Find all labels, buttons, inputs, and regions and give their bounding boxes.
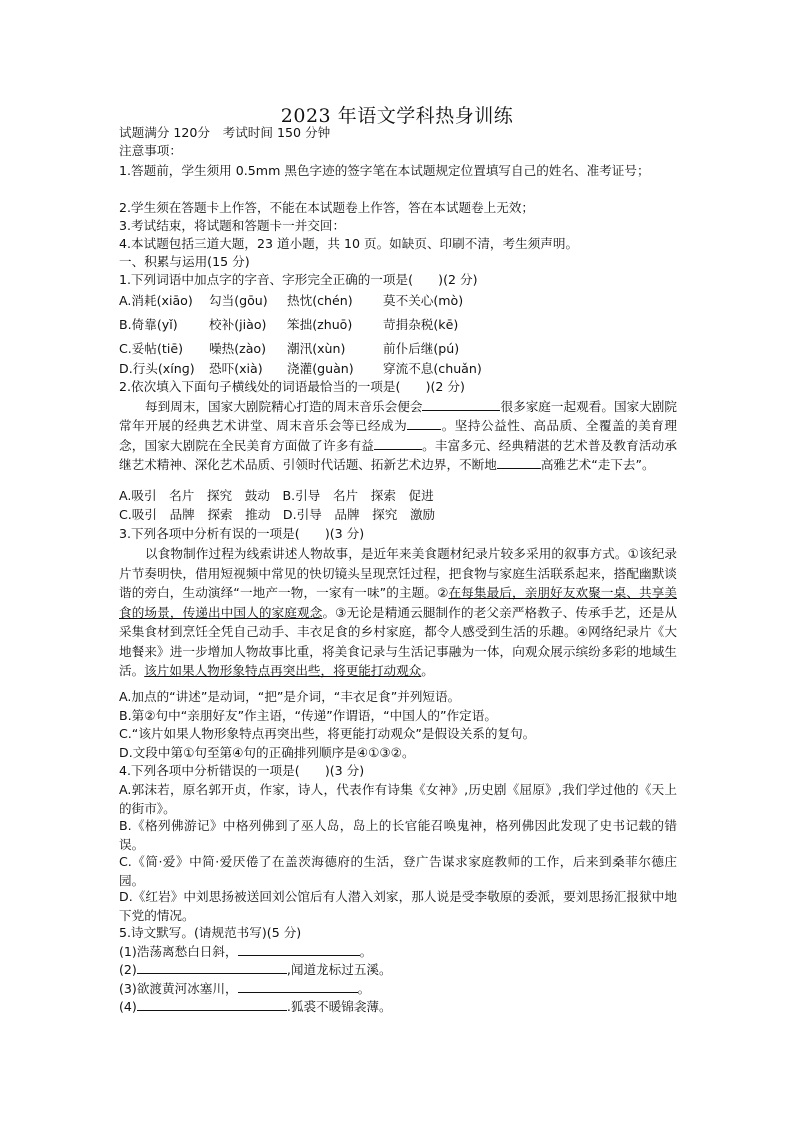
- q3-p-end: 。: [421, 663, 434, 678]
- exam-meta: 试题满分 120分 考试时间 150 分钟: [119, 125, 331, 140]
- q5-l1-end: 。: [359, 944, 373, 959]
- q1-a-3: 热忱(chén): [287, 293, 353, 308]
- q3-option-c: C.“该片如果人物形象特点再突出些，将更能打动观众”是假设关系的复句。: [119, 726, 536, 741]
- q1-b-3: 笨拙(zhuō): [287, 317, 353, 332]
- q3-option-d: D.文段中第①句至第④句的正确排列顺序是④①③②。: [119, 745, 415, 760]
- q3-option-b: B.第②句中“亲朋好友”作主语，“传递”作谓语，“中国人的”作定语。: [119, 708, 497, 723]
- q4-stem: 4.下列各项中分析错误的一项是( )(3 分): [119, 763, 365, 778]
- q5-blank-4: [137, 998, 287, 1011]
- note-3: 3.考试结束，将试题和答题卡一并交回：: [119, 218, 346, 233]
- q1-option-a: [119, 292, 679, 310]
- q5-stem: 5.诗文默写。(请规范书写)(5 分): [119, 925, 302, 940]
- q1-option-b: [119, 316, 679, 334]
- q1-a-4: 莫不关心(mò): [383, 293, 464, 308]
- q5-l3-text: (3)欲渡黄河冰塞川，: [119, 981, 238, 996]
- q5-line-2: [119, 961, 679, 979]
- q5-l2-text: (2): [119, 962, 137, 977]
- q5-line-3: [119, 980, 679, 998]
- q2-p1: 每到周末，国家大剧院精心打造的周末音乐会便会: [145, 399, 423, 414]
- page-title: 2023 年语文学科热身训练: [280, 105, 514, 127]
- q1-a-2: 勾当(gōu): [209, 293, 268, 308]
- q2-options-ab: A.吸引 名片 探究 鼓动 B.引导 名片 探索 促进: [119, 488, 434, 503]
- q3-passage: [119, 544, 677, 681]
- q5-blank-1: [238, 943, 360, 956]
- q1-d-4: 穿流不息(chuǎn): [383, 361, 482, 376]
- q4-option-b: B.《格列佛游记》中格列佛到了巫人岛，岛上的长官能召唤鬼神，格列佛因此发现了史书记载的错误。: [119, 818, 677, 852]
- q4-option-d: D.《红岩》中刘思扬被送回刘公馆后有人潜入刘家，那人说是受李敬原的委派，要刘思扬汇报狱中地下党的情况。: [119, 889, 677, 923]
- q1-d-1: D.行头(xínɡ): [119, 361, 195, 376]
- note-1: 1.答题前，学生须用 0.5mm 黑色字迹的签字笔在本试题规定位置填写自己的姓名、准考证号；: [119, 163, 650, 178]
- q5-blank-2: [137, 961, 287, 974]
- q4-option-c: C.《简·爱》中简·爱厌倦了在盖茨海德府的生活，登广告谋求家庭教师的工作，后来到桑菲尔德庄园。: [119, 854, 677, 888]
- q1-c-1: C.妥帖(tiē): [119, 341, 183, 356]
- q1-stem: 1.下列词语中加点字的字音、字形完全正确的一项是( )(2 分): [119, 272, 478, 287]
- q1-c-4: 前仆后继(pú): [383, 341, 460, 356]
- q1-d-3: 浇灌(guàn): [287, 361, 354, 376]
- q2-p4: 。丰富多元、经典精湛的艺术普及教育活动承继艺术精神、深化艺术品质、引领时代话题、拓新艺术边界，不断地: [119, 437, 677, 473]
- q2-stem: 2.依次填入下面句子横线处的词语最恰当的一项是( )(2 分): [119, 379, 465, 394]
- q2-options-cd: C.吸引 品牌 探索 推动 D.引导 品牌 探究 激励: [119, 507, 436, 522]
- q4-option-a: A.郭沫若，原名郭开贞，作家，诗人，代表作有诗集《女神》,历史剧《屈原》,我们学过他的《天上的街市》。: [119, 782, 677, 816]
- q3-underline-1: 在每集最后，亲朋好友欢聚一桌、共享美食的场景，传递出中国人的家庭观念: [119, 585, 677, 620]
- q1-b-4: 苛捐杂税(kē): [383, 317, 459, 332]
- q3-p-c: 。③无论是精通云腿制作的老父亲严格教子、传承手艺，还是从采集食材到烹饪全凭自己动手、丰衣足食的乡村家庭，都令人感受到生活的乐趣。④网络纪录片《大地餐来》进一步增加人物故事比重，将美食记录与生活记事融为一体，向观众展示缤纷多彩的地域生活。: [119, 604, 678, 678]
- q1-option-c: [119, 340, 679, 358]
- q3-underline-2: 该片如果人物形象特点再突出些，将更能打动观众: [144, 663, 422, 678]
- q1-option-d: [119, 360, 679, 378]
- q5-l1-text: (1)浩荡离愁白日斜，: [119, 944, 238, 959]
- q2-passage: [119, 397, 677, 475]
- q5-line-1: [119, 943, 679, 961]
- q5-blank-3: [238, 980, 358, 993]
- notes-heading: 注意事项：: [119, 143, 182, 158]
- note-4: 4.本试题包括三道大题，23 道小题，共 10 页。如缺页、印刷不清，考生须声明。: [119, 236, 579, 251]
- q5-l4-end: .狐裘不暖锦衾薄。: [286, 999, 392, 1014]
- q1-b-1: B.倚靠(yǐ): [119, 317, 178, 332]
- q2-blank-4: [497, 456, 541, 469]
- q1-d-2: 恐吓(xià): [209, 361, 263, 376]
- q5-l4-text: (4): [119, 999, 137, 1014]
- section-heading: 一、积累与运用(15 分): [119, 254, 250, 269]
- q3-p-a: 以食物制作过程为线索讲述人物故事，是近年来美食题材纪录片较多采用的叙事方式。: [145, 546, 628, 561]
- q1-b-2: 校补(jiào): [209, 317, 267, 332]
- q5-line-4: [119, 998, 679, 1016]
- q5-l2-end: ,闻道龙标过五溪。: [286, 962, 392, 977]
- q1-c-2: 噪热(zào): [209, 341, 267, 356]
- q3-option-a: A.加点的“讲述”是动词，“把”是介词，“丰衣足食”并列短语。: [119, 689, 461, 704]
- note-2: 2.学生须在答题卡上作答，不能在本试题卷上作答，答在本试题卷上无效；: [119, 200, 535, 215]
- q1-a-1: A.消耗(xiāo): [119, 293, 193, 308]
- q3-p-b: ①该纪录片节奏明快，借用短视频中常见的快切镜头呈现烹饪过程，把食物与家庭生活联系起来，搭配幽默谈谐的旁白，生动演绎“一地产一物，一家有一味”的主题。②: [119, 546, 677, 600]
- q2-blank-3: [374, 437, 422, 450]
- q2-blank-1: [422, 398, 500, 411]
- q3-stem: 3.下列各项中分析有误的一项是( )(3 分): [119, 526, 365, 541]
- q2-p3: 。坚持公益性、高品质、全覆盖的美育理念，国家大剧院在全民美育方面做了许多有益: [119, 418, 678, 453]
- q2-p5: 高雅艺术“走下去”。: [540, 457, 655, 473]
- q1-c-3: 潮汛(xùn): [287, 341, 346, 356]
- q2-p2: 很多家庭一起观看。国家大剧院常年开展的经典艺术讲堂、周末音乐会等已经成为: [119, 399, 678, 434]
- q5-l3-end: 。: [357, 981, 371, 996]
- q2-blank-2: [407, 417, 441, 430]
